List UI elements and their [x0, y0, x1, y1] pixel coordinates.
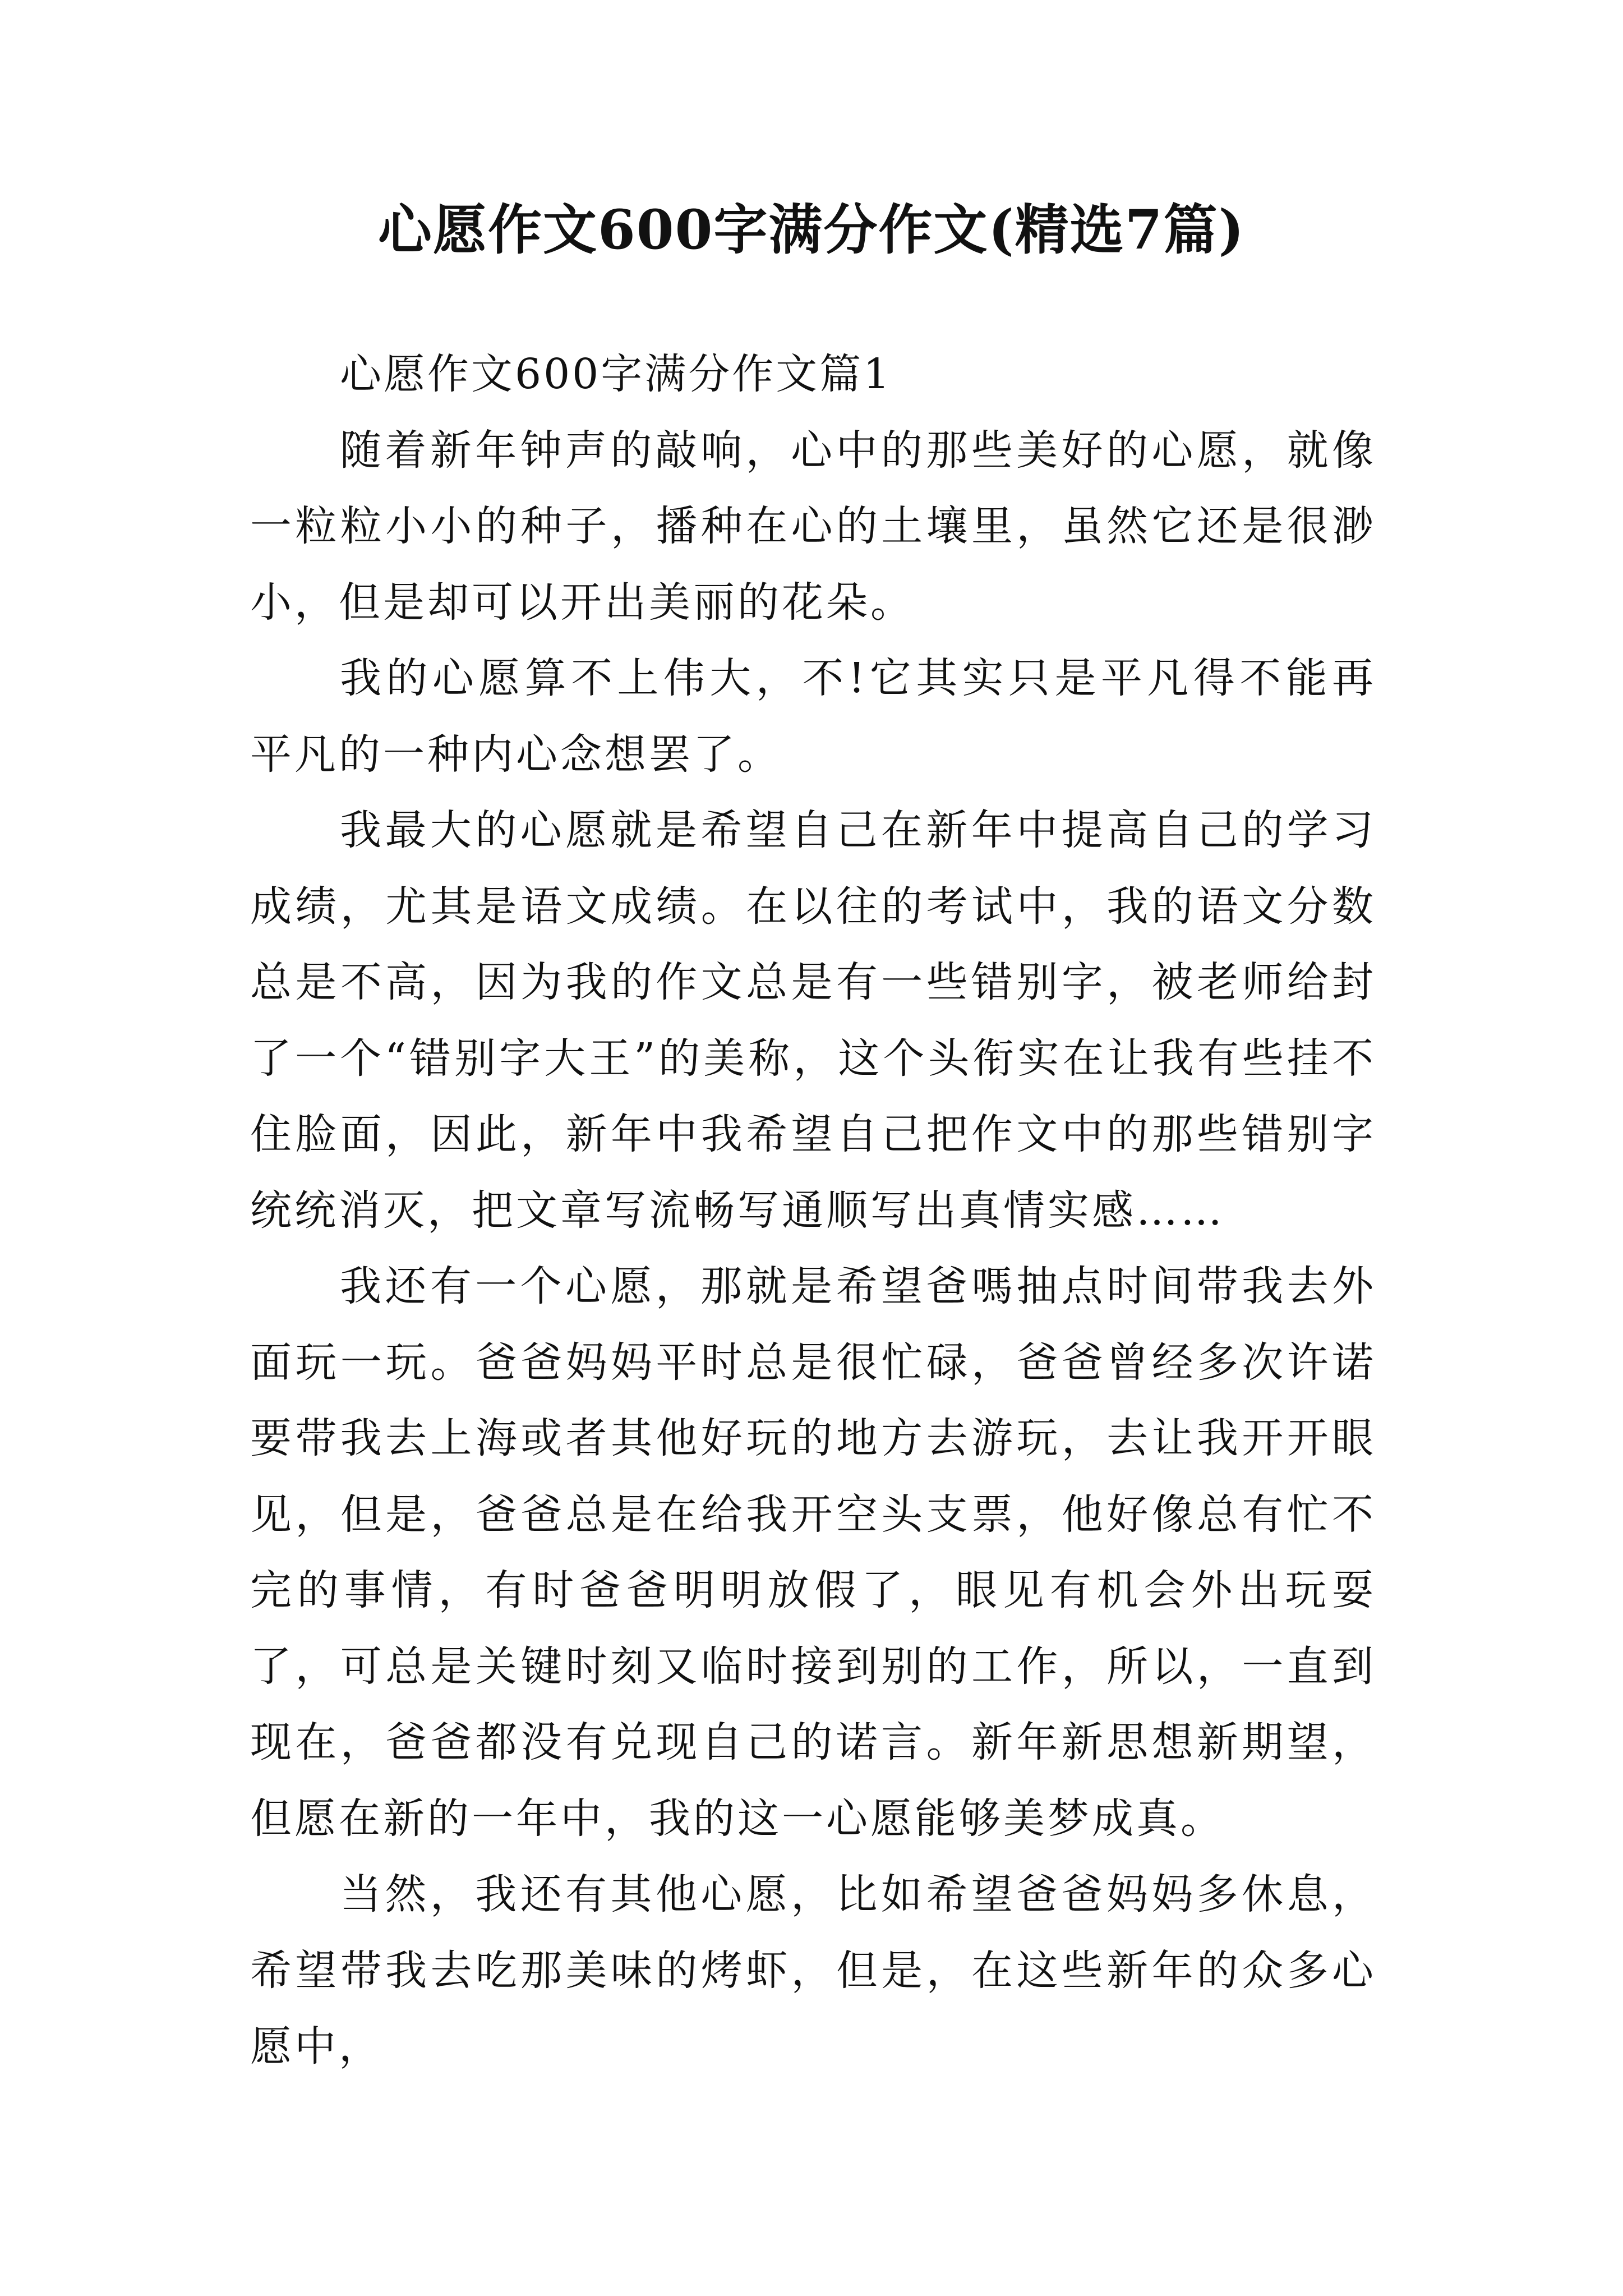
paragraph-5: 当然，我还有其他心愿，比如希望爸爸妈妈多休息，希望带我去吃那美味的烤虾，但是，在这些新年的众多心愿中， — [250, 1870, 1376, 2070]
paragraph-4: 我还有一个心愿，那就是希望爸嗎抽点时间带我去外面玩一玩。爸爸妈妈平时总是很忙碌，爸爸曾经多次许诺要带我去上海或者其他好玩的地方去游玩，去让我开开眼见，但是，爸爸总是在给我开空头支票，他好像总有忙不完的事情，有时爸爸明明放假了，眼见有机会外出玩耍了，可总是关键时刻又临时接到别的工作，所以，一直到现在，爸爸都没有兑现自己的诺言。新年新思想新期望，但愿在新的一年中，我的这一心愿能够美梦成真。 — [250, 1262, 1376, 1843]
section-heading: 心愿作文600字满分作文篇1 — [340, 350, 892, 398]
document-body — [250, 337, 1376, 2085]
document-title: 心愿作文600字满分作文(精选7篇) — [377, 198, 1246, 261]
paragraph-2: 我的心愿算不上伟大，不!它其实只是平凡得不能再平凡的一种内心念想罢了。 — [250, 654, 1376, 779]
paragraph-3: 我最大的心愿就是希望自己在新年中提高自己的学习成绩，尤其是语文成绩。在以往的考试中，我的语文分数总是不高，因为我的作文总是有一些错别字，被老师给封了一个“错别字大王”的美称，这个头衔实在让我有些挂不住脸面，因此，新年中我希望自己把作文中的那些错别字统统消灭，把文章写流畅写通顺写出真情实感…… — [250, 806, 1376, 1235]
paragraph-1: 随着新年钟声的敲响，心中的那些美好的心愿，就像一粒粒小小的种子，播种在心的土壤里，虽然它还是很渺小，但是却可以开出美丽的花朵。 — [250, 426, 1376, 627]
